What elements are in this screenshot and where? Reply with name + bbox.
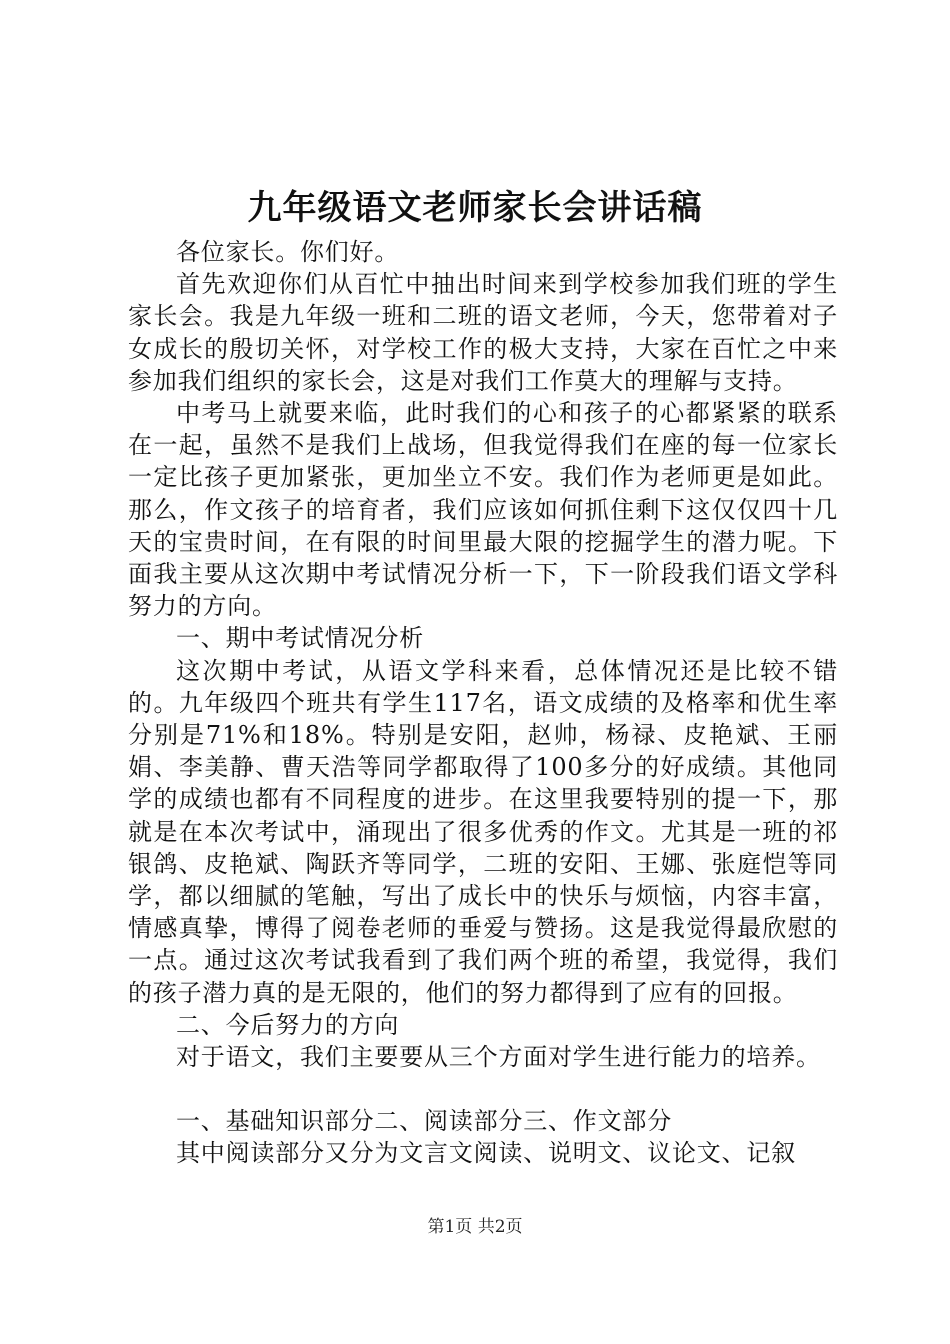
paragraph-parts-list: 一、基础知识部分二、阅读部分三、作文部分 — [176, 1107, 672, 1136]
paragraph-greeting: 各位家长。你们好。 — [176, 238, 400, 266]
document-body — [128, 236, 838, 1170]
page-footer: 第1页 共2页 — [427, 1217, 523, 1237]
paragraph-welcome: 首先欢迎你们从百忙中抽出时间来到学校参加我们班的学生家长会。我是九年级一班和二班的语文老师，今天，您带着对子女成长的殷切关怀，对学校工作的极大支持，大家在百忙之中来参加我们组织的家长会，这是对我们工作莫大的理解与支持。 — [128, 270, 838, 395]
paragraph-exam-results: 这次期中考试，从语文学科来看，总体情况还是比较不错的。九年级四个班共有学生117名，语文成绩的及格率和优生率分别是71%和18%。特别是安阳，赵帅，杨禄、皮艳斌、王丽娟、李美静、曹天浩等同学都取得了100多分的好成绩。其他同学的成绩也都有不同程度的进步。在这里我要特别的提一下，那就是在本次考试中，涌现出了很多优秀的作文。尤其是一班的祁银鸽、皮艳斌、陶跃齐等同学，二班的安阳、王娜、张庭恺等同学，都以细腻的笔触，写出了成长中的快乐与烦恼，内容丰富，情感真挚，博得了阅卷老师的垂爱与赞扬。这是我觉得最欣慰的一点。通过这次考试我看到了我们两个班的希望，我觉得，我们的孩子潜力真的是无限的，他们的努力都得到了应有的回报。 — [128, 656, 838, 1007]
paragraph-exam-approach: 中考马上就要来临，此时我们的心和孩子的心都紧紧的联系在一起，虽然不是我们上战场，但我觉得我们在座的每一位家长一定比孩子更加紧张，更加坐立不安。我们作为老师更是如此。那么，作文孩子的培育者，我们应该如何抓住剩下这仅仅四十几天的宝贵时间，在有限的时间里最大限的挖掘学生的潜力呢。下面我主要从这次期中考试情况分析一下，下一阶段我们语文学科努力的方向。 — [128, 399, 838, 621]
paragraph-reading-types: 其中阅读部分又分为文言文阅读、说明文、议论文、记叙 — [176, 1139, 796, 1168]
document-title: 九年级语文老师家长会讲话稿 — [247, 188, 703, 228]
section-heading-exam-analysis: 一、期中考试情况分析 — [176, 624, 424, 653]
section-heading-future-direction: 二、今后努力的方向 — [176, 1010, 400, 1039]
paragraph-three-aspects: 对于语文，我们主要要从三个方面对学生进行能力的培养。 — [176, 1043, 821, 1072]
